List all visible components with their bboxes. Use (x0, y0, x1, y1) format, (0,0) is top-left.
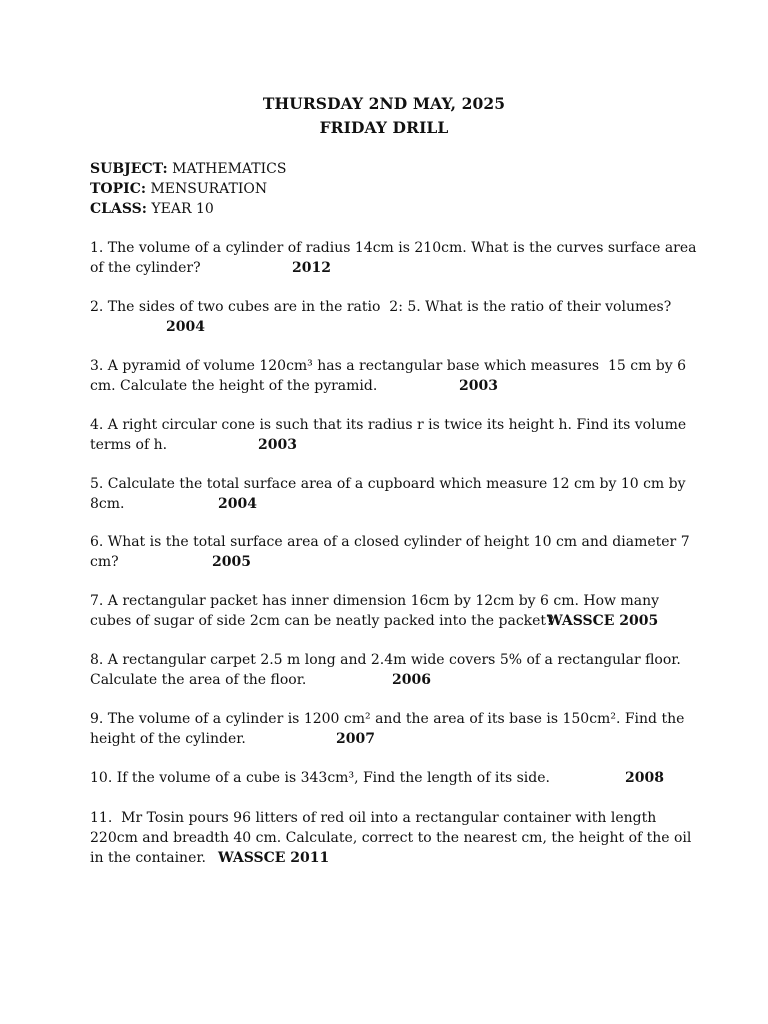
question-5 (90, 474, 690, 514)
question-text: 6. What is the total surface area of a closed cylinder of height 10 cm and diameter 7 (90, 534, 690, 550)
question-row (90, 729, 690, 749)
question-9 (90, 709, 690, 749)
question-text: 7. A rectangular packet has inner dimension 16cm by 12cm by 6 cm. How many (90, 593, 660, 609)
question-8 (90, 650, 690, 690)
question-text: cubes of sugar of side 2cm can be neatly packed into the packet? (90, 613, 554, 629)
class-line (90, 199, 214, 219)
question-year: WASSCE 2011 (218, 850, 330, 866)
question-row (90, 552, 690, 572)
question-row (90, 494, 690, 514)
question-text: cm? (90, 554, 119, 570)
subject-line (90, 159, 286, 179)
question-row (90, 317, 690, 337)
topic-value: MENSURATION (146, 181, 268, 197)
question-year: 2004 (166, 319, 205, 335)
subject-label: SUBJECT: (90, 161, 168, 177)
question-text: Calculate the area of the floor. (90, 672, 307, 688)
question-text: 1. The volume of a cylinder of radius 14cm is 210cm. What is the curves surface area (90, 240, 697, 256)
question-text: 2. The sides of two cubes are in the ratio 2: 5. What is the ratio of their volumes? (90, 299, 672, 315)
question-row (90, 768, 690, 788)
topic-line (90, 179, 267, 199)
question-text: 8cm. (90, 496, 125, 512)
question-year: 2003 (459, 378, 498, 394)
question-text: 10. If the volume of a cube is 343cm³, Find the length of its side. (90, 770, 550, 786)
question-year: 2005 (212, 554, 251, 570)
question-text: 11. Mr Tosin pours 96 litters of red oil into a rectangular container with length (90, 810, 657, 826)
page-title: FRIDAY DRILL (319, 118, 449, 137)
question-year: 2008 (625, 770, 664, 786)
question-text: 4. A right circular cone is such that its radius r is twice its height h. Find its volume (90, 417, 687, 433)
question-11 (90, 808, 690, 868)
question-text: 3. A pyramid of volume 120cm³ has a rectangular base which measures 15 cm by 6 (90, 358, 687, 374)
question-text: terms of h. (90, 437, 168, 453)
question-year: WASSCE 2005 (547, 613, 659, 629)
question-year: 2012 (292, 260, 331, 276)
question-text: 5. Calculate the total surface area of a cupboard which measure 12 cm by 10 cm by (90, 476, 686, 492)
question-text: 220cm and breadth 40 cm. Calculate, correct to the nearest cm, the height of the oil (90, 830, 692, 846)
question-row (90, 848, 690, 868)
class-label: CLASS: (90, 201, 147, 217)
question-year: 2004 (218, 496, 257, 512)
question-year: 2003 (258, 437, 297, 453)
question-row (90, 258, 690, 278)
question-text: 9. The volume of a cylinder is 1200 cm² and the area of its base is 150cm². Find the (90, 711, 685, 727)
question-text: cm. Calculate the height of the pyramid. (90, 378, 378, 394)
class-value: YEAR 10 (146, 201, 214, 217)
question-4 (90, 415, 690, 455)
question-3 (90, 356, 690, 396)
question-row (90, 376, 690, 396)
question-text: height of the cylinder. (90, 731, 246, 747)
question-7 (90, 591, 690, 631)
question-year: 2007 (336, 731, 375, 747)
question-text: 8. A rectangular carpet 2.5 m long and 2.4m wide covers 5% of a rectangular floor. (90, 652, 681, 668)
question-text: in the container. (90, 850, 206, 866)
question-row (90, 670, 690, 690)
question-2 (90, 297, 690, 337)
question-year: 2006 (392, 672, 431, 688)
date-heading: THURSDAY 2ND MAY, 2025 (262, 94, 506, 113)
question-10 (90, 768, 690, 788)
question-row (90, 435, 690, 455)
question-1 (90, 238, 697, 278)
topic-label: TOPIC: (90, 181, 146, 197)
question-6 (90, 532, 690, 572)
subject-value: MATHEMATICS (167, 161, 287, 177)
question-row (90, 611, 690, 631)
question-text: of the cylinder? (90, 260, 201, 276)
